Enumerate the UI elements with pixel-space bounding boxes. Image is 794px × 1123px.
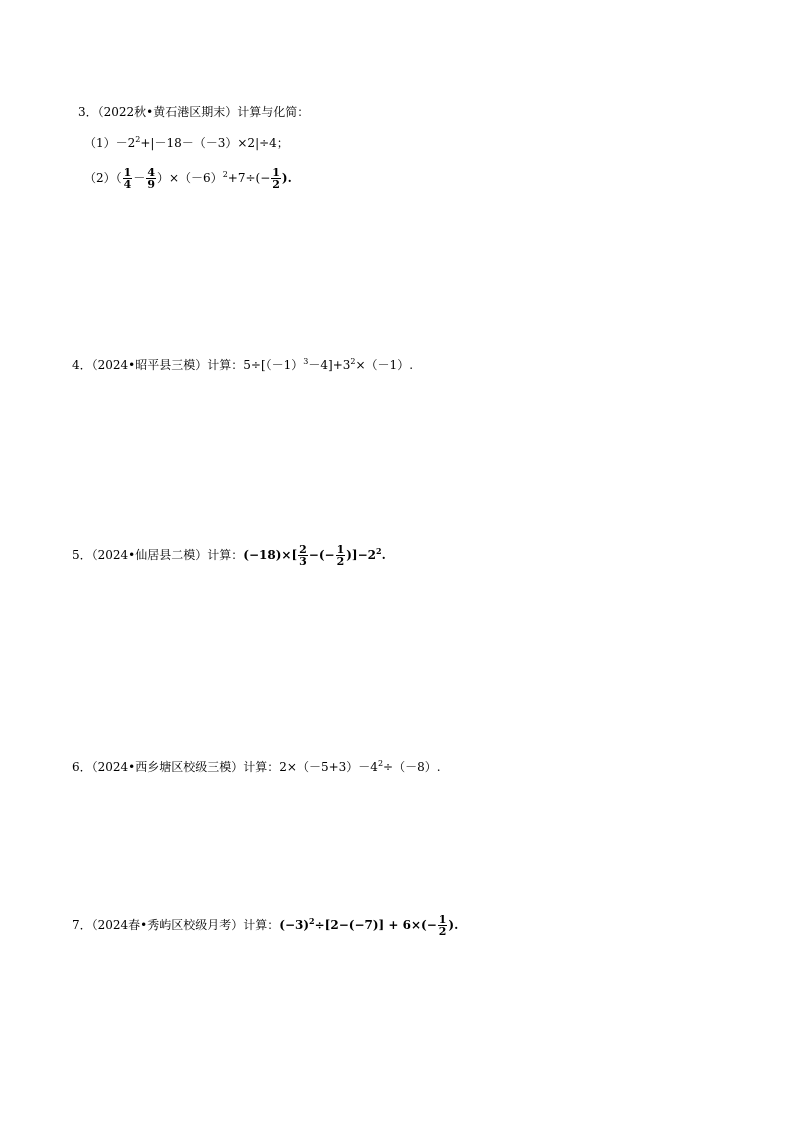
expr-text: ). — [448, 918, 459, 932]
fraction-denominator: 4 — [123, 178, 132, 191]
problem-4-source: （2024•昭平县三模） — [91, 358, 208, 372]
problem-3-instruction: 计算与化简： — [237, 105, 310, 119]
fraction-numerator: 4 — [147, 166, 155, 179]
problem-7-source: （2024春•秀屿区校级月考） — [91, 918, 244, 932]
fraction — [123, 167, 133, 190]
part-label: （2） — [84, 171, 116, 185]
expr-text: －2 — [115, 136, 136, 150]
problem-7-instruction: 计算： — [243, 918, 280, 932]
problem-7-number: 7． — [72, 918, 92, 932]
fraction — [336, 544, 346, 567]
problem-3-header — [78, 104, 309, 120]
problem-4 — [72, 357, 413, 373]
expr-text: －4]+3 — [308, 358, 351, 372]
fraction-denominator: 9 — [147, 178, 155, 191]
problem-5 — [72, 544, 386, 567]
fraction — [271, 167, 281, 190]
problem-5-number: 5． — [72, 548, 92, 562]
expr-text: +|－18－（－3）×2|÷4； — [140, 136, 289, 150]
problem-3-part-1 — [84, 135, 289, 151]
fraction-numerator: 1 — [272, 166, 280, 179]
problem-3-part-2 — [84, 167, 292, 190]
fraction-denominator: 2 — [336, 555, 345, 568]
fraction-numerator: 2 — [299, 543, 307, 556]
fraction-denominator: 2 — [272, 178, 280, 191]
problem-6-instruction: 计算： — [243, 760, 280, 774]
expr-text: （ — [115, 171, 122, 185]
expr-text: ×（－1）. — [355, 358, 414, 372]
part-label: （1） — [84, 136, 116, 150]
expr-text: (−18)×[ — [243, 548, 298, 562]
problem-5-instruction: 计算： — [207, 548, 244, 562]
exponent: 2 — [377, 759, 384, 768]
expr-text: 5÷[（－1） — [243, 358, 304, 372]
problem-4-number: 4． — [72, 358, 92, 372]
expr-text: ÷[2−(−7)] + 6×(− — [314, 918, 437, 932]
expr-text: ÷（－8）. — [383, 760, 441, 774]
problem-3-number: 3． — [78, 105, 98, 119]
fraction — [146, 167, 156, 190]
exponent: 3 — [303, 357, 309, 366]
problem-6 — [72, 759, 441, 775]
exponent: 2 — [222, 170, 228, 179]
fraction-numerator: 1 — [123, 166, 132, 179]
fraction-denominator: 3 — [299, 555, 307, 568]
problem-4-instruction: 计算： — [207, 358, 244, 372]
exponent: 2 — [135, 135, 141, 144]
problem-5-source: （2024•仙居县二模） — [91, 548, 208, 562]
expr-text: (−3) — [279, 918, 310, 932]
problem-3-source: （2022秋•黄石港区期末） — [97, 105, 238, 119]
expr-text: 2×（－5+3）－4 — [279, 760, 378, 774]
expr-text: +7÷(− — [227, 171, 271, 185]
expr-text: )]−2 — [346, 548, 376, 562]
expr-text: － — [133, 171, 146, 185]
expr-text: ). — [281, 171, 292, 185]
fraction-numerator: 1 — [438, 913, 447, 926]
problem-6-number: 6． — [72, 760, 92, 774]
problem-7 — [72, 914, 458, 937]
fraction — [438, 914, 448, 937]
exponent: 2 — [350, 357, 356, 366]
expr-text: −(− — [308, 548, 335, 562]
fraction — [298, 544, 308, 567]
expr-text: ）×（－6） — [156, 171, 223, 185]
fraction-numerator: 1 — [336, 543, 345, 556]
exponent: 2 — [376, 546, 382, 556]
exponent: 2 — [309, 916, 315, 926]
fraction-denominator: 2 — [438, 925, 447, 938]
expr-text: . — [381, 548, 386, 562]
problem-6-source: （2024•西乡塘区校级三模） — [91, 760, 244, 774]
